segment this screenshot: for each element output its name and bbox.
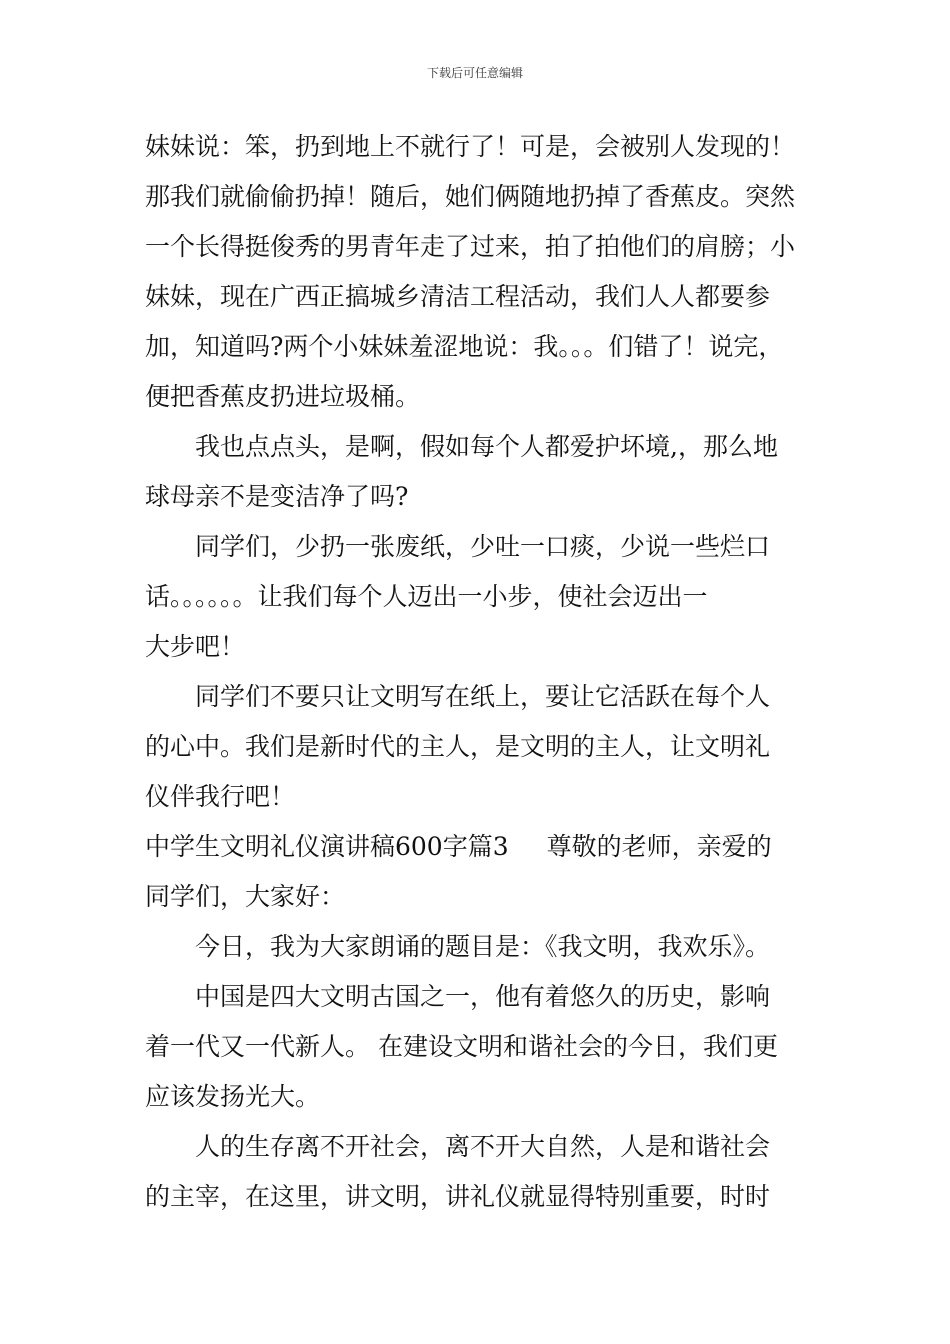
text-line-22: 的主宰，在这里，讲文明，讲礼仪就显得特别重要，时时 bbox=[145, 1182, 771, 1211]
section-heading-line bbox=[145, 822, 813, 872]
text-line-3: 一个长得挺俊秀的男青年走了过来，拍了拍他们的肩膀；小 bbox=[145, 232, 796, 261]
text-line-16: 同学们，大家好： bbox=[145, 882, 346, 911]
text-line-9: 同学们，少扔一张废纸，少吐一口痰，少说一些烂口 bbox=[195, 532, 771, 561]
text-line-8: 球母亲不是变洁净了吗? bbox=[145, 482, 409, 511]
text-line-6: 便把香蕉皮扔进垃圾桶。 bbox=[145, 382, 421, 411]
text-line-7: 我也点点头，是啊，假如每个人都爱护坏境,，那么地 bbox=[195, 432, 778, 461]
greeting-start: 尊敬的老师，亲爱的 bbox=[546, 832, 772, 861]
text-line-18: 中国是四大文明古国之一，他有着悠久的历史，影响 bbox=[195, 982, 771, 1011]
text-line-19: 着一代又一代新人。 在建设文明和谐社会的今日，我们更 bbox=[145, 1032, 778, 1061]
text-line-4: 妹妹，现在广西正搞城乡清洁工程活动，我们人人都要参 bbox=[145, 282, 771, 311]
text-line-1: 妹妹说：笨，扔到地上不就行了！可是，会被别人发现的！ bbox=[145, 132, 796, 161]
text-line-5: 加，知道吗?两个小妹妹羞涩地说：我。。。们错了！说完， bbox=[145, 332, 784, 361]
text-line-13: 的心中。我们是新时代的主人，是文明的主人，让文明礼 bbox=[145, 732, 771, 761]
text-line-2: 那我们就偷偷扔掉！随后，她们俩随地扔掉了香蕉皮。突然 bbox=[145, 182, 796, 211]
text-line-11: 大步吧！ bbox=[145, 632, 246, 661]
page-header: 下载后可任意编辑 bbox=[426, 66, 523, 80]
text-line-10: 话。。。。。。让我们每个人迈出一小步，使社会迈出一 bbox=[145, 582, 708, 611]
text-line-17: 今日，我为大家朗诵的题目是：《我文明，我欢乐》。 bbox=[195, 932, 771, 961]
text-line-14: 仪伴我行吧！ bbox=[145, 782, 296, 811]
document-body bbox=[145, 122, 813, 1222]
section-heading: 中学生文明礼仪演讲稿600字篇3 bbox=[145, 832, 509, 861]
text-line-20: 应该发扬光大。 bbox=[145, 1082, 321, 1111]
text-line-21: 人的生存离不开社会，离不开大自然，人是和谐社会 bbox=[195, 1132, 771, 1161]
text-line-12: 同学们不要只让文明写在纸上，要让它活跃在每个人 bbox=[195, 682, 771, 711]
